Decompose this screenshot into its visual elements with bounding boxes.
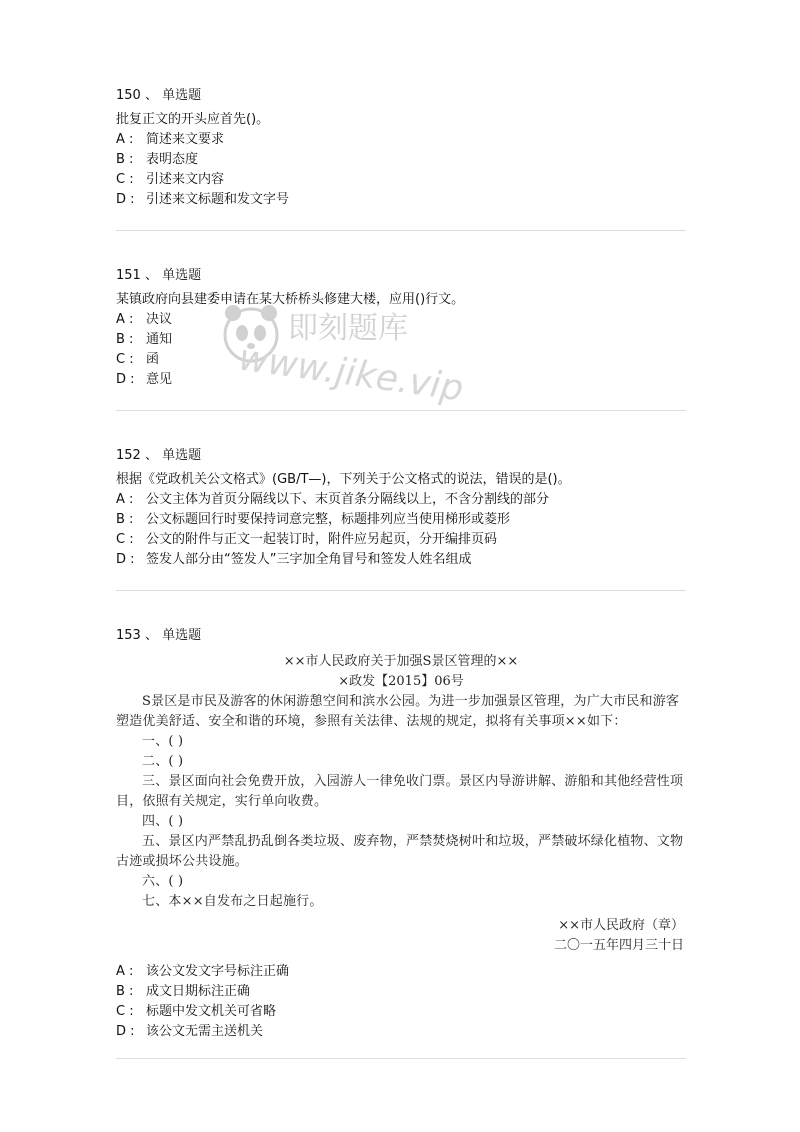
question-152 bbox=[116, 446, 686, 570]
option-b[interactable] bbox=[116, 510, 686, 530]
option-key: C : bbox=[116, 532, 134, 547]
option-c[interactable] bbox=[116, 170, 686, 190]
divider bbox=[116, 1058, 686, 1059]
question-header: 153 、 单选题 bbox=[116, 628, 202, 643]
option-c[interactable] bbox=[116, 1002, 686, 1022]
option-key: D : bbox=[116, 552, 135, 567]
option-text: 引述来文内容 bbox=[146, 172, 225, 187]
document-item: 六、( ) bbox=[142, 874, 184, 889]
question-stem: 某镇政府向县建委申请在某大桥桥头修建大楼，应用()行文。 bbox=[116, 292, 465, 307]
document-title: ××市人民政府关于加强S景区管理的×× bbox=[283, 654, 519, 669]
watermark-brand: 即刻题库 bbox=[288, 311, 408, 346]
option-b[interactable] bbox=[116, 982, 686, 1002]
option-key: C : bbox=[116, 352, 134, 367]
option-b[interactable] bbox=[116, 150, 686, 170]
option-d[interactable] bbox=[116, 1022, 686, 1042]
option-a[interactable] bbox=[116, 962, 686, 982]
option-key: D : bbox=[116, 192, 135, 207]
document-paragraph: S景区是市民及游客的休闲游憩空间和滨水公园。为进一步加强景区管理，为广大市民和游客塑造优美舒适、安全和谐的环境，参照有关法律、法规的规定，拟将有关事项××如下： bbox=[116, 694, 680, 729]
option-text: 标题中发文机关可省略 bbox=[146, 1004, 277, 1019]
question-stem: 根据《党政机关公文格式》(GB/T—)，下列关于公文格式的说法，错误的是()。 bbox=[116, 472, 571, 487]
option-text: 简述来文要求 bbox=[146, 132, 225, 147]
question-stem: 批复正文的开头应首先()。 bbox=[116, 112, 270, 127]
option-key: A : bbox=[116, 964, 134, 979]
option-key: D : bbox=[116, 1024, 135, 1039]
option-key: B : bbox=[116, 984, 134, 999]
option-text: 决议 bbox=[146, 312, 173, 327]
option-text: 签发人部分由“签发人”三字加全角冒号和签发人姓名组成 bbox=[146, 552, 472, 567]
option-text: 公文的附件与正文一起装订时，附件应另起页，分开编排页码 bbox=[146, 532, 498, 547]
divider bbox=[116, 590, 686, 591]
document-item: 三、景区面向社会免费开放，入园游人一律免收门票。景区内导游讲解、游船和其他经营性项目，依照有关规定，实行单向收费。 bbox=[116, 774, 684, 809]
option-text: 意见 bbox=[146, 372, 173, 387]
document-item: 一、( ) bbox=[142, 734, 184, 749]
option-key: A : bbox=[116, 492, 134, 507]
option-key: A : bbox=[116, 312, 134, 327]
question-151 bbox=[116, 266, 686, 390]
option-a[interactable] bbox=[116, 490, 686, 510]
document-item: 五、景区内严禁乱扔乱倒各类垃圾、废弃物，严禁焚烧树叶和垃圾，严禁破坏绿化植物、文物古迹或损坏公共设施。 bbox=[116, 834, 684, 869]
option-a[interactable] bbox=[116, 310, 686, 330]
option-a[interactable] bbox=[116, 130, 686, 150]
document-date: 二〇一五年四月三十日 bbox=[553, 938, 684, 953]
option-b[interactable] bbox=[116, 330, 686, 350]
option-text: 公文标题回行时要保持词意完整，标题排列应当使用梯形或菱形 bbox=[146, 512, 511, 527]
option-key: B : bbox=[116, 152, 134, 167]
option-key: C : bbox=[116, 1004, 134, 1019]
divider bbox=[116, 230, 686, 231]
question-header: 151 、 单选题 bbox=[116, 268, 202, 283]
divider bbox=[116, 410, 686, 411]
document-item: 二、( ) bbox=[142, 754, 184, 769]
option-text: 该公文无需主送机关 bbox=[146, 1024, 264, 1039]
document-excerpt bbox=[116, 652, 686, 956]
option-text: 公文主体为首页分隔线以下、末页首条分隔线以上，不含分割线的部分 bbox=[146, 492, 550, 507]
option-text: 表明态度 bbox=[146, 152, 199, 167]
option-text: 引述来文标题和发文字号 bbox=[146, 192, 290, 207]
document-number: ×政发【2015】06号 bbox=[338, 674, 464, 689]
question-header: 150 、 单选题 bbox=[116, 88, 202, 103]
option-d[interactable] bbox=[116, 550, 686, 570]
option-text: 通知 bbox=[146, 332, 173, 347]
document-item: 七、本××自发布之日起施行。 bbox=[142, 894, 323, 909]
document-item: 四、( ) bbox=[142, 814, 184, 829]
document-signer: ××市人民政府（章） bbox=[558, 918, 684, 933]
option-key: D : bbox=[116, 372, 135, 387]
question-153-options bbox=[116, 962, 686, 1042]
option-text: 该公文发文字号标注正确 bbox=[146, 964, 290, 979]
question-150 bbox=[116, 86, 686, 210]
option-d[interactable] bbox=[116, 370, 686, 390]
question-153 bbox=[116, 626, 686, 650]
option-key: B : bbox=[116, 332, 134, 347]
option-key: B : bbox=[116, 512, 134, 527]
question-header: 152 、 单选题 bbox=[116, 448, 202, 463]
watermark-url: www.jike.vip bbox=[236, 337, 466, 410]
option-c[interactable] bbox=[116, 350, 686, 370]
option-text: 成文日期标注正确 bbox=[146, 984, 251, 999]
option-c[interactable] bbox=[116, 530, 686, 550]
option-key: C : bbox=[116, 172, 134, 187]
option-d[interactable] bbox=[116, 190, 686, 210]
option-text: 函 bbox=[146, 352, 160, 367]
option-key: A : bbox=[116, 132, 134, 147]
